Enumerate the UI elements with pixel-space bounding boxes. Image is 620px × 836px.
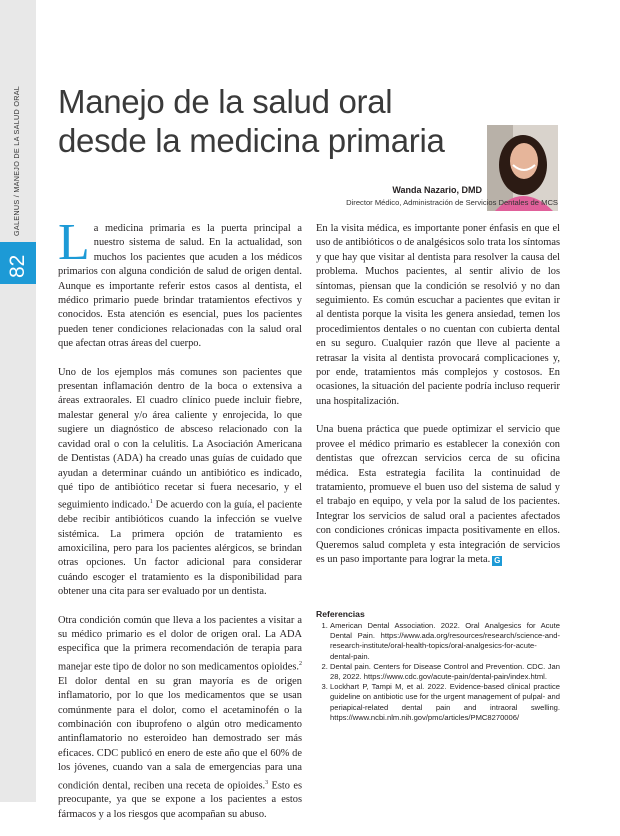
paragraph-antibiotics-a: Uno de los ejemplos más comunes son pacientes que presentan inflamación dentro de la boca o extensiva a áreas extraorales. El cuadro clínico puede incluir fiebre, malestar general y/o área caliente y enrojecida, lo que sugiere un diagnóstico de absceso relacionado con la cavidad oral o con la celulitis. La Asociación Americana de Dentistas (ADA) ha creado unas guías de cuidado que ayudan a determinar cuándo un antibiótico es indicado, qué tipo de antibiótico recetar si fuera necesario, y el seguimiento indicado. — [58, 366, 302, 511]
paragraph-pain-b: El dolor dental en su gran mayoría es de origen inflamatorio, por lo que los medicamentos que se usan comúnmente para el dolor, como el acetaminofén o la combinación con ibuprofeno o algún otro medicamento antinflamatorio no esteroideo han demostrado ser más eficaces. CDC publicó en enero de este año que el 60% de los jóvenes, cuando van a sala de emergencias para una condición dental, reciben una receta de opioides. — [58, 675, 302, 792]
paragraph-intro-text: a medicina primaria es la puerta principal a nuestro sistema de salud. En la actualidad, son muchos los pacientes que acuden a los médicos primarios con alguna condición de salud de origen dental. Aunque es importante referir estos casos al dentista, el médico primario puede brindar tratamientos efectivos y conocidos. Esta atención es esencial, pues los pacientes pueden tener condiciones relacionadas con la salud oral que afectan otras áreas del cuerpo. — [58, 223, 302, 350]
article-title: Manejo de la salud oral desde la medicina primaria — [58, 83, 445, 159]
paragraph-practice-text: Una buena práctica que puede optimizar el servicio que provee el médico primario es establecer la conexión con dentistas que ofrezcan servicios cerca de su oficina médica. Esta estrategia facilita la continuidad de tratamiento, promueve el buen uso del sistema de salud y el trabajo en equipo, y vela por la salud de los pacientes. Integrar los servicios de salud oral a pacientes afectados con condiciones crónicas impacta positivamente en ellos. Queremos salud completa y esta integración de servicios es un paso importante para lograr la meta. — [316, 424, 560, 565]
paragraph-practice — [316, 423, 560, 567]
citation-2: 2 — [299, 660, 302, 667]
paragraph-visit: En la visita médica, es importante poner énfasis en que el uso de antibióticos o de analgésicos solo trata los síntomas y que hay que visitar al dentista para resolver la causa del problema. Muchos pacientes, al sentir alivio de los síntomas, piensan que la condición se resolvió y no dan seguimiento. Es común escuchar a pacientes que evitan ir al dentista porque la visita les genera ansiedad, temen los procedimientos dentales o no cuentan con cubierta dental en su seguro. Cualquier razón que lleve al paciente a retrasar la visita al dentista provocará complicaciones y, por ende, tratamientos más complejos y costosos. En ocasiones, la situación del paciente podría incluso requerir una hospitalización. — [316, 223, 560, 407]
paragraph-pain-c: Esto es preocupante, ya que se expone a los pacientes a estos fármacos y a los riesgos que acompañan su abuso. — [58, 780, 302, 820]
page-number-box — [0, 242, 36, 284]
end-mark-icon: G — [494, 555, 501, 565]
paragraph-pain — [58, 614, 302, 823]
left-column — [58, 214, 303, 836]
citation-1: 1 — [149, 499, 153, 506]
reference-item: 1. American Dental Association. 2022. Oral Analgesics for Acute Dental Pain. https://www.ada.org/resources/research/science-and-research-institute/oral-health-topics/oral-analgesics-for-acute-dental-pain. — [330, 621, 560, 662]
paragraph-antibiotics-b: De acuerdo con la guía, el paciente debe recibir antibióticos cuando la infección se vuelve sistémica. La primera opción de tratamiento es amoxicilina, pero para los pacientes alérgicos, se brindan otras opciones. Un factor adicional para considerar cuándo escoger el tratamiento es la disponibilidad para obtener una cita para ser evaluado por un dentista. — [58, 499, 303, 598]
drop-cap: L — [58, 214, 90, 271]
sidebar — [0, 0, 36, 802]
reference-item: 2. Dental pain. Centers for Disease Control and Prevention. CDC. Jan 28, 2022. https://www.cdc.gov/acute-pain/dental-pain/index.html. — [330, 662, 560, 682]
references-list — [316, 621, 560, 723]
page-number: 82 — [6, 254, 29, 278]
right-column — [316, 222, 560, 581]
references-heading: Referencias — [316, 609, 365, 619]
author-role: Director Médico, Administración de Servicios Dentales de MCS — [346, 198, 558, 207]
paragraph-intro — [58, 214, 302, 352]
reference-item: 3. Lockhart P, Tampi M, et al. 2022. Evidence-based clinical practice guideline on antibiotic use for the urgent management of pulpal- and periapical-related dental pain and intraoral swelling. https://www.ncbi.nlm.nih.gov/pmc/articles/PMC8270006/ — [330, 682, 560, 723]
citation-3: 3 — [265, 779, 269, 786]
author-name: Wanda Nazario, DMD — [392, 185, 482, 195]
references — [316, 609, 560, 723]
running-head: GALENUS / MANEJO DE LA SALUD ORAL — [12, 85, 21, 236]
paragraph-antibiotics — [58, 366, 302, 600]
paragraph-pain-a: Otra condición común que lleva a los pacientes a visitar a su médico primario es el dolor de origen oral. La ADA especifica que la primera recomendación de terapia para manejar este tipo de dolor no son medicamentos opioides. — [58, 614, 302, 673]
